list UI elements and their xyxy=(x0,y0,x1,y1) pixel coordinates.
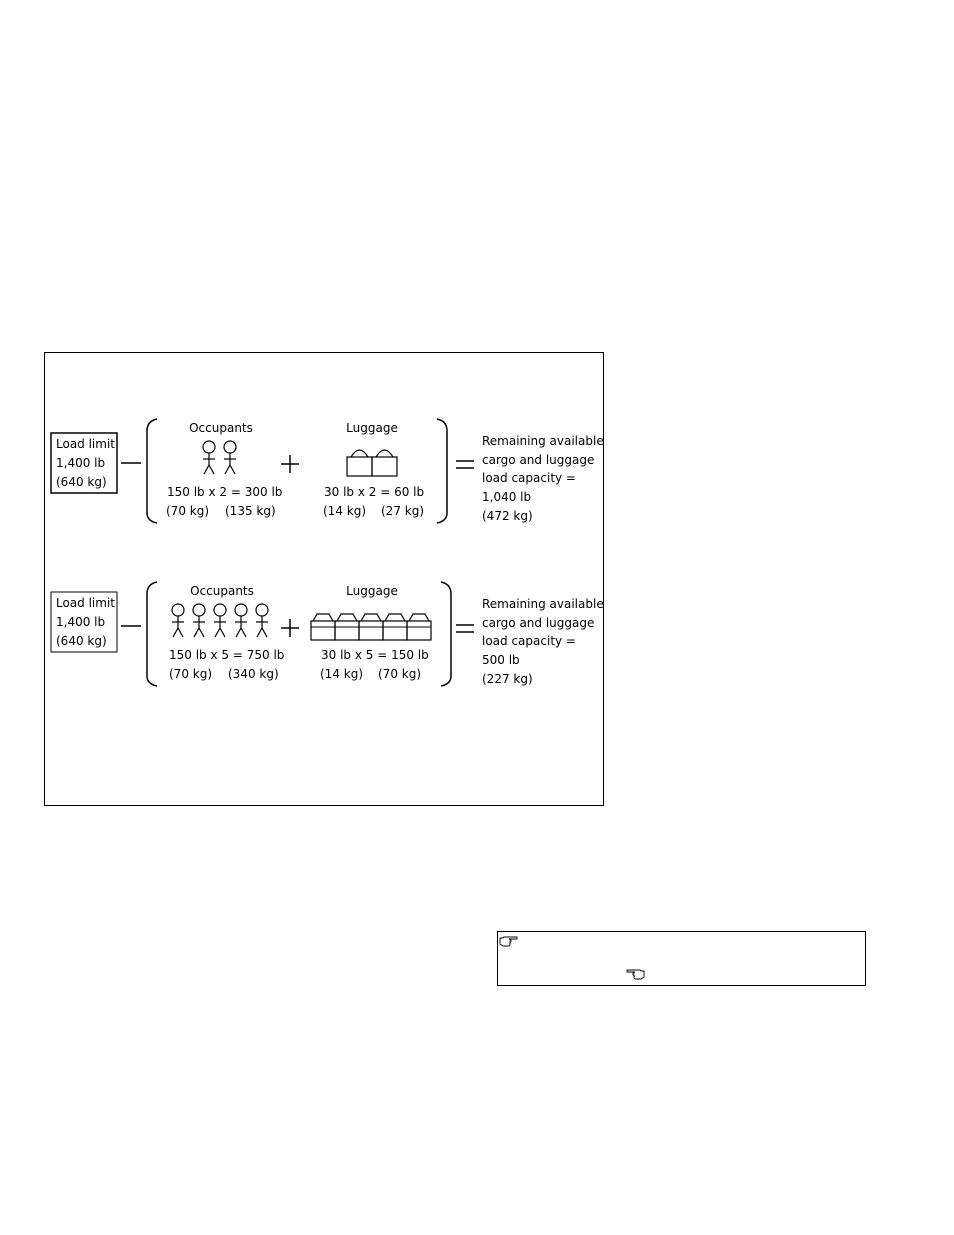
result-line-2: cargo and luggage xyxy=(482,616,595,630)
stick-figure-icon xyxy=(224,441,236,474)
occupants-title: Occupants xyxy=(190,584,254,598)
luggage-kg-each: (14 kg) xyxy=(323,504,367,518)
scenario-1 xyxy=(51,419,604,523)
occupant-figures xyxy=(203,441,236,474)
occupants-kg-each: (70 kg) xyxy=(166,504,210,518)
luggage-formula: 30 lb x 5 = 150 lb xyxy=(321,648,429,662)
load-capacity-diagram xyxy=(44,352,604,806)
result-line-2: cargo and luggage xyxy=(482,453,595,467)
luggage-figures xyxy=(347,450,397,476)
luggage-icon xyxy=(347,450,372,476)
right-brace xyxy=(441,582,451,686)
stick-figure-icon xyxy=(172,604,184,637)
result-lb: 500 lb xyxy=(482,653,520,667)
luggage-kg-total: (27 kg) xyxy=(381,504,425,518)
result-line-3: load capacity = xyxy=(482,634,576,648)
occupants-title: Occupants xyxy=(189,421,253,435)
stick-figure-icon xyxy=(214,604,226,637)
luggage-kg-total: (70 kg) xyxy=(378,667,422,681)
load-limit-kg: (640 kg) xyxy=(56,634,107,648)
note-box xyxy=(497,931,866,986)
occupants-formula: 150 lb x 5 = 750 lb xyxy=(169,648,285,662)
load-limit-title: Load limit xyxy=(56,596,115,610)
stick-figure-icon xyxy=(235,604,247,637)
luggage-title: Luggage xyxy=(346,584,398,598)
result-lb: 1,040 lb xyxy=(482,490,532,504)
result-kg: (227 kg) xyxy=(482,672,533,686)
luggage-kg-each: (14 kg) xyxy=(320,667,364,681)
load-limit-kg: (640 kg) xyxy=(56,475,107,489)
result-line-3: load capacity = xyxy=(482,471,576,485)
left-brace xyxy=(147,419,157,523)
result-line-1: Remaining available xyxy=(482,597,604,611)
scenario-2 xyxy=(51,582,604,686)
load-limit-lb: 1,400 lb xyxy=(56,615,106,629)
load-limit-title: Load limit xyxy=(56,437,115,451)
luggage-figures xyxy=(311,614,431,640)
left-brace xyxy=(147,582,157,686)
stick-figure-icon xyxy=(203,441,215,474)
diagram-canvas xyxy=(45,353,605,807)
result-kg: (472 kg) xyxy=(482,509,533,523)
stick-figure-icon xyxy=(256,604,268,637)
result-line-1: Remaining available xyxy=(482,434,604,448)
luggage-icon xyxy=(372,450,397,476)
occupants-kg-total: (340 kg) xyxy=(228,667,279,681)
luggage-title: Luggage xyxy=(346,421,398,435)
right-brace xyxy=(437,419,447,523)
occupants-formula: 150 lb x 2 = 300 lb xyxy=(167,485,283,499)
stick-figure-icon xyxy=(193,604,205,637)
occupant-figures xyxy=(172,604,268,637)
load-limit-lb: 1,400 lb xyxy=(56,456,106,470)
occupants-kg-each: (70 kg) xyxy=(169,667,213,681)
pointing-hand-left-icon xyxy=(625,968,645,980)
luggage-formula: 30 lb x 2 = 60 lb xyxy=(324,485,425,499)
occupants-kg-total: (135 kg) xyxy=(225,504,276,518)
pointing-hand-right-icon xyxy=(499,935,519,947)
